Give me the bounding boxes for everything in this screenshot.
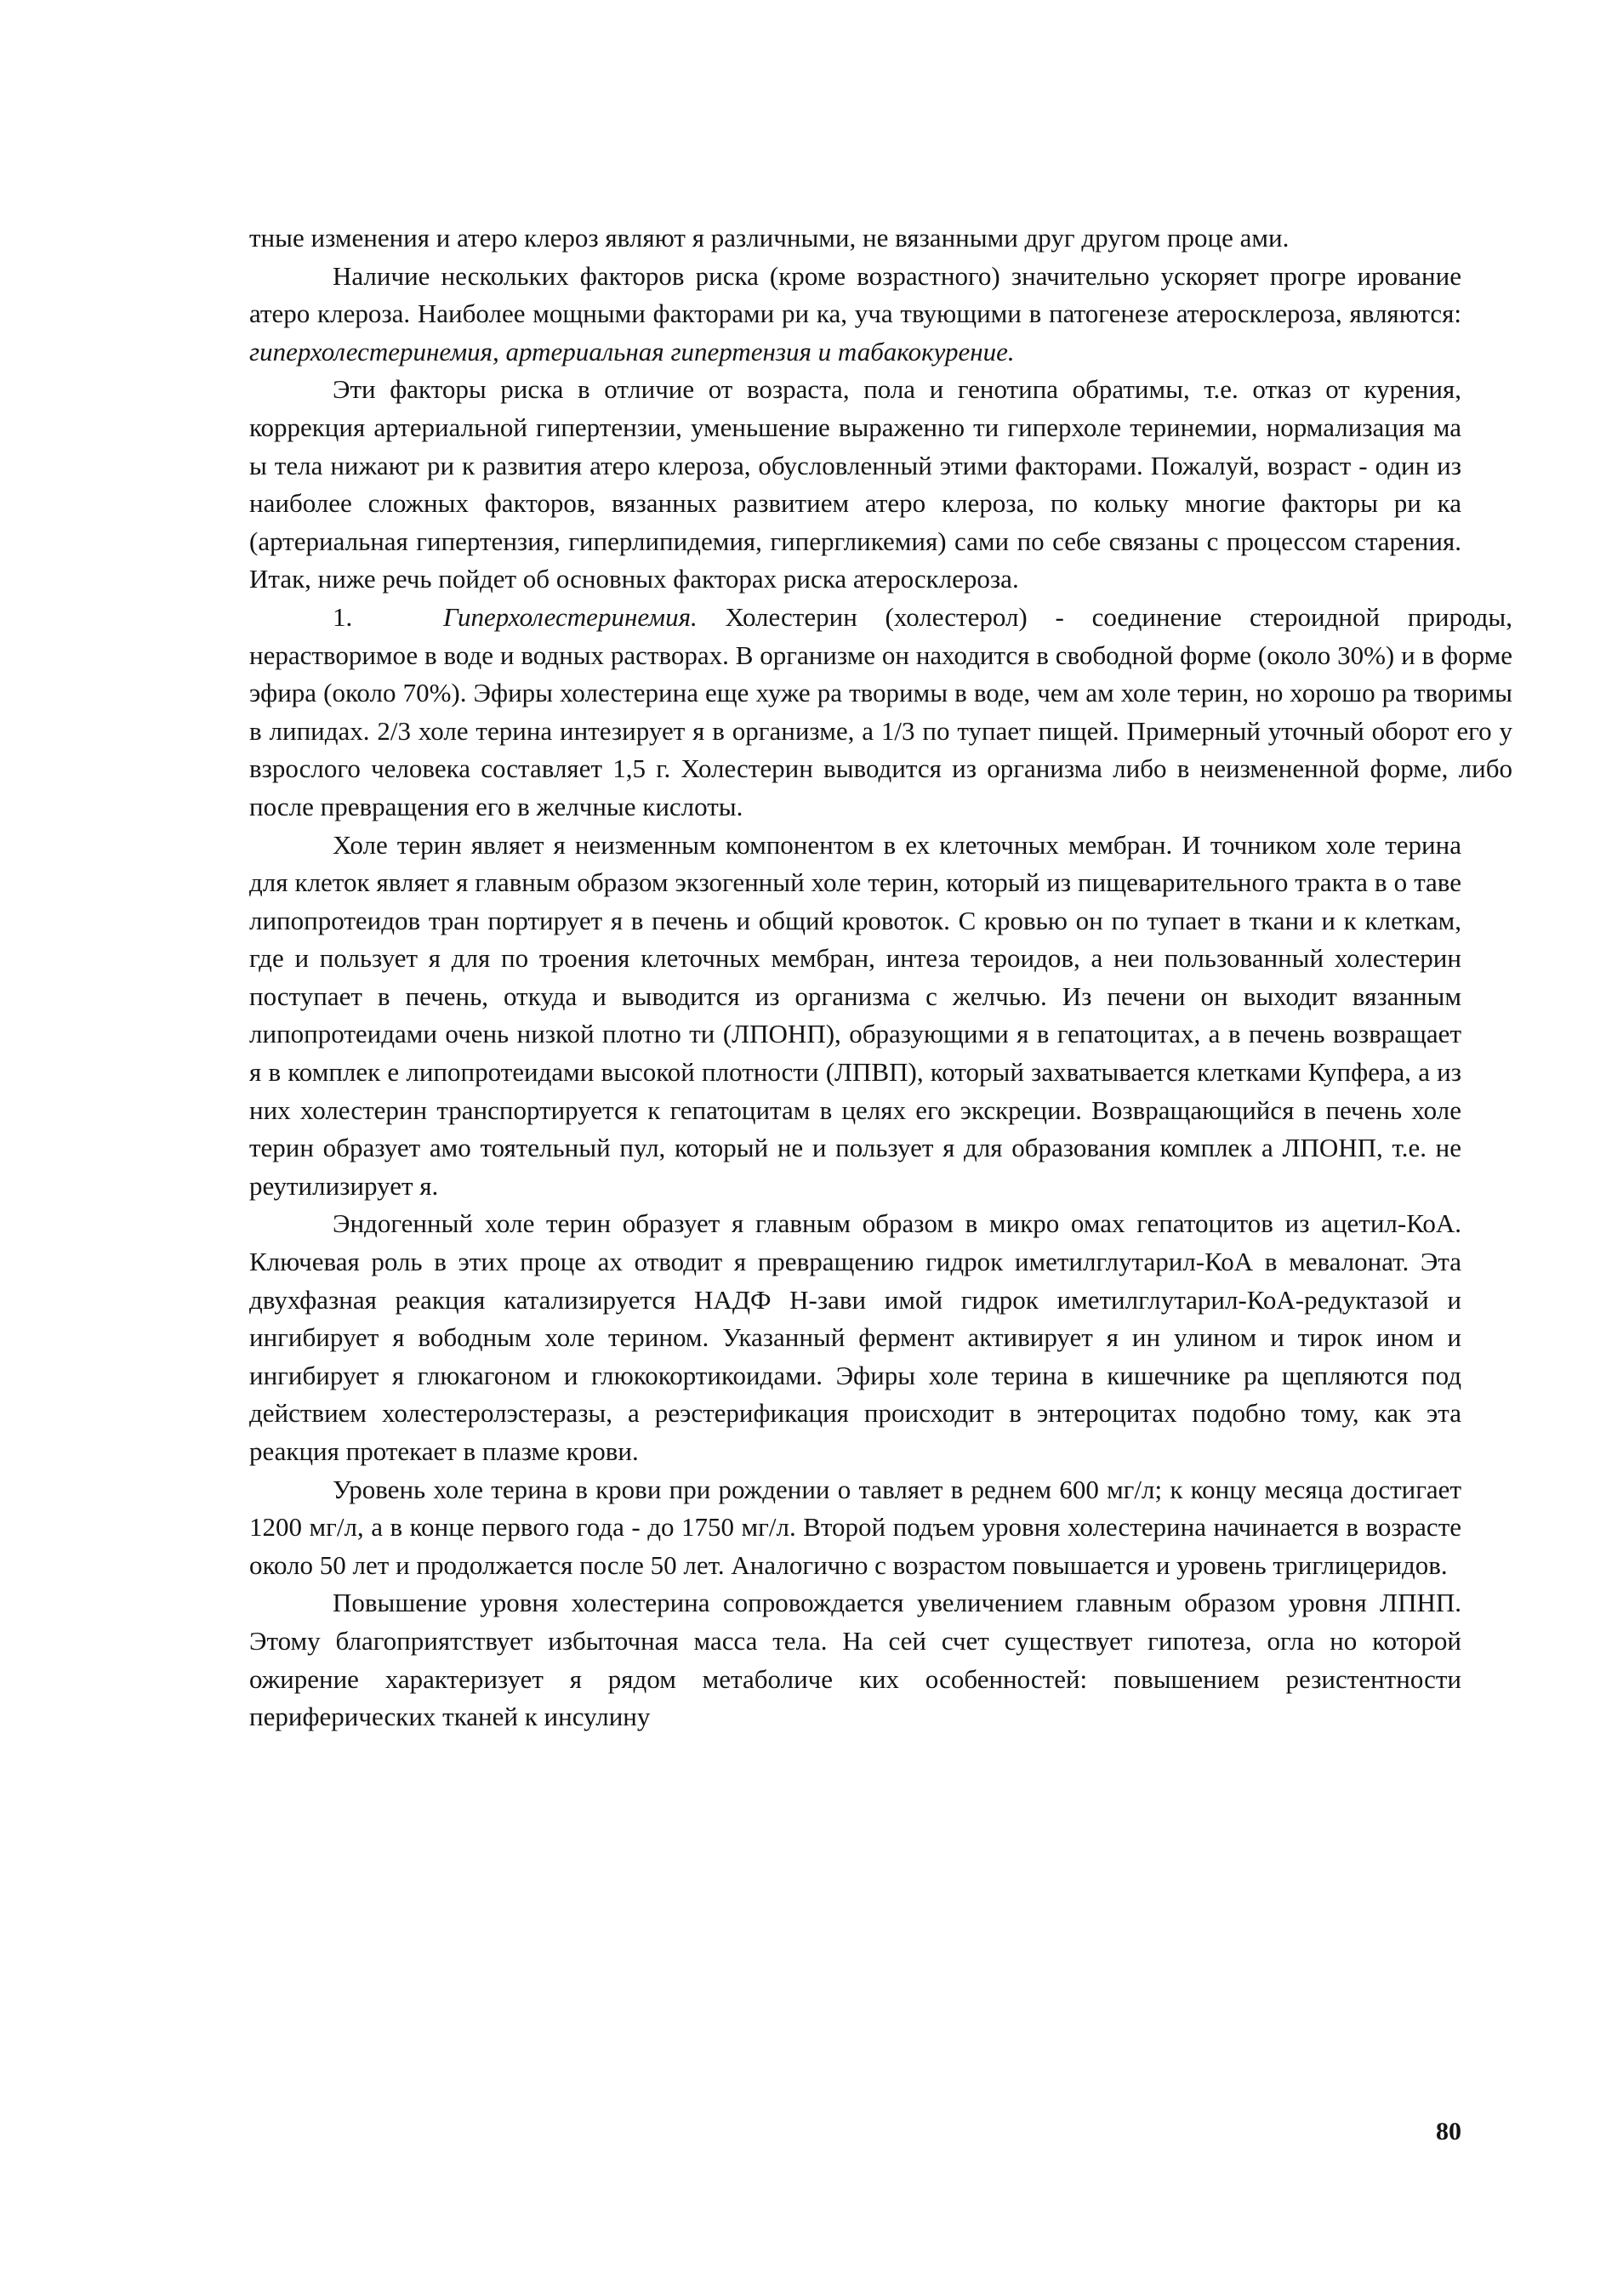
paragraph: тные изменения и атеро клероз являют я различными, не вязанными друг другом проце ами. — [249, 223, 1290, 253]
paragraph — [249, 599, 1512, 827]
italic-terms: гиперхолестеринемия, артериальная гипертензия и табакокурение. — [249, 336, 1015, 367]
paragraph-text: Холестерин (холестерол) - соединение стероидной природы, нерастворимое в воде и водных растворах. В организме он находится в свободной форме (около 30%) и в форме эфира (около 70%). Эфиры холестерина еще хуже ра творимы в воде, чем ам холе терин, но хорошо ра творимы в липидах. 2/3 холе терина интезирует я в организме, а 1/3 по тупает пищей. Примерный уточный оборот его у взрослого человека составляет 1,5 г. Холестерин выводится из организма либо в неизмененной форме, либо после превращения его в желчные кислоты. — [249, 601, 1512, 821]
section-heading: Гиперхолестеринемия. — [443, 601, 698, 632]
list-number: 1. — [333, 601, 353, 632]
paragraph: Холе терин являет я неизменным компонентом в ех клеточных мембран. И точником холе терина для клеток являет я главным образом экзогенный холе терин, который из пищеварительного тракта в о таве липопротеидов тран портирует я в печень и общий кровоток. С кровью он по тупает в ткани и к клеткам, где и пользует я для по троения клеточных мембран, интеза тероидов, а неи пользованный холестерин поступает в печень, откуда и выводится из организма с желчью. Из печени он выходит вязанным липопротеидами очень низкой плотно ти (ЛПОНП), образующими я в гепатоцитах, а в печень возвращает я в комплек е липопротеидами высокой плотности (ЛПВП), который захватывается клетками Купфера, а из них холестерин транспортируется к гепатоцитам в целях его экскреции. Возвращающийся в печень холе терин образует амо тоятельный пул, который не и пользует я для образования комплек а ЛПОНП, т.е. не реутилизирует я. — [249, 829, 1461, 1201]
body-text — [249, 219, 1512, 1736]
paragraph: Повышение уровня холестерина сопровождается увеличением главным образом уровня ЛПНП. Этому благоприятствует избыточная масса тела. На сей счет существует гипотеза, огла но которой ожирение характеризует я рядом метаболиче ких особенностей: повышением резистентности периферических тканей к инсулину — [249, 1588, 1461, 1732]
paragraph-text: Наличие нескольких факторов риска (кроме возрастного) значительно ускоряет прогре ирование атеро клероза. Наиболее мощными факторами ри ка, уча твующими в патогенезе атеросклероза, являются: — [249, 260, 1461, 329]
page-number: 80 — [1436, 2117, 1461, 2145]
paragraph: Эндогенный холе терин образует я главным образом в микро омах гепатоцитов из ацетил-КоА. Ключевая роль в этих проце ах отводит я превращению гидрок иметилглутарил-КоА в мевалонат. Эта двухфазная реакция катализируется НАДФ Н-зави имой гидрок иметилглутарил-КоА-редуктазой и ингибирует я вободным холе терином. Указанный фермент активирует я ин улином и тирок ином и ингибирует я глюкагоном и глюкокортикоидами. Эфиры холе терина в кишечнике ра щепляются под действием холестеролэстеразы, а реэстерификация происходит в энтероцитах подобно тому, как эта реакция протекает в плазме крови. — [249, 1208, 1461, 1466]
paragraph: Уровень холе терина в крови при рождении о тавляет в реднем 600 мг/л; к концу месяца достигает 1200 мг/л, а в конце первого года - до 1750 мг/л. Второй подъем уровня холестерина начинается в возрасте около 50 лет и продолжается после 50 лет. Аналогично с возрастом повышается и уровень триглицеридов. — [249, 1474, 1461, 1580]
paragraph: Эти факторы риска в отличие от возраста, пола и генотипа обратимы, т.е. отказ от курения, коррекция артериальной гипертензии, уменьшение выраженно ти гиперхоле теринемии, нормализация ма ы тела нижают ри к развития атеро клероза, обусловленный этими факторами. Пожалуй, возраст - один из наиболее сложных факторов, вязанных развитием атеро клероза, по кольку многие факторы ри ка (артериальная гипертензия, гиперлипидемия, гипергликемия) сами по себе связаны с процессом старения. Итак, ниже речь пойдет об основных факторах риска атеросклероза. — [249, 374, 1461, 594]
paragraph — [249, 258, 1461, 372]
